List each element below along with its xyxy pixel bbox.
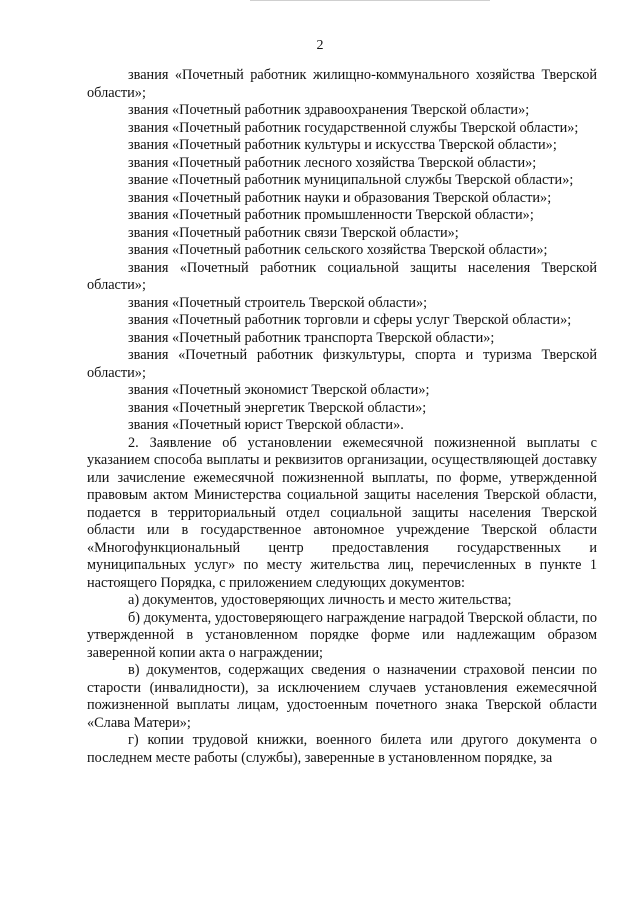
paragraph: а) документов, удостоверяющих личность и место жительства; — [128, 592, 512, 608]
paragraph: звания «Почетный работник физкультуры, спорта и туризма Тверской области»; — [87, 347, 597, 381]
document-body — [87, 67, 597, 767]
paragraph: звания «Почетный работник здравоохранения Тверской области»; — [128, 102, 530, 118]
page-number: 2 — [316, 38, 324, 53]
paragraph: звания «Почетный работник торговли и сферы услуг Тверской области»; — [128, 312, 572, 328]
paragraph: звания «Почетный юрист Тверской области». — [128, 417, 404, 433]
paragraph: звания «Почетный работник лесного хозяйства Тверской области»; — [128, 154, 537, 171]
paragraph: звание «Почетный работник муниципальной службы Тверской области»; — [128, 172, 574, 188]
paragraph: звания «Почетный работник науки и образования Тверской области»; — [128, 189, 552, 206]
paragraph: звания «Почетный работник жилищно-коммунального хозяйства Тверской области»; — [87, 67, 597, 101]
paragraph: 2. Заявление об установлении ежемесячной пожизненной выплаты с указанием способа выплаты и реквизитов организации, осуществляющей доставку или зачисление ежемесячной пожизненной выплаты, по форме, утвержденной правовым актом Министерства социальной защиты населения Тверской области, подается в территориальный отдел социальной защиты населения Тверской области или в государственное автономное учреждение Тверской области «Многофункциональный центр предоставления государственных и муниципальных услуг» по месту жительства лиц, перечисленных в пункте 1 настоящего Порядка, с приложением следующих документов: — [87, 434, 597, 591]
paragraph: звания «Почетный работник социальной защиты населения Тверской области»; — [87, 259, 597, 293]
paragraph: звания «Почетный работник сельского хозяйства Тверской области»; — [128, 242, 548, 258]
paragraph: б) документа, удостоверяющего награждение наградой Тверской области, по утвержденной в установленном порядке форме или надлежащим образом заверенной копии акта о награждении; — [87, 609, 597, 661]
paragraph: г) копии трудовой книжки, военного билета или другого документа о последнем месте работы (службы), заверенные в установленном порядке, за — [87, 732, 597, 766]
top-rule — [250, 0, 490, 1]
paragraph: звания «Почетный работник связи Тверской области»; — [128, 224, 459, 241]
paragraph: звания «Почетный работник транспорта Тверской области»; — [128, 329, 495, 346]
paragraph: звания «Почетный работник промышленности Тверской области»; — [128, 207, 534, 223]
paragraph: звания «Почетный строитель Тверской области»; — [128, 294, 428, 311]
paragraph: звания «Почетный работник государственной службы Тверской области»; — [128, 119, 579, 136]
paragraph: в) документов, содержащих сведения о назначении страховой пенсии по старости (инвалидности), за исключением случаев установления ежемесячной пожизненной выплаты лицам, удостоенным почетного знака Тверской области «Слава Матери»; — [87, 662, 597, 731]
paragraph: звания «Почетный экономист Тверской области»; — [128, 382, 430, 398]
paragraph: звания «Почетный работник культуры и искусства Тверской области»; — [128, 137, 557, 153]
paragraph: звания «Почетный энергетик Тверской области»; — [128, 399, 427, 416]
